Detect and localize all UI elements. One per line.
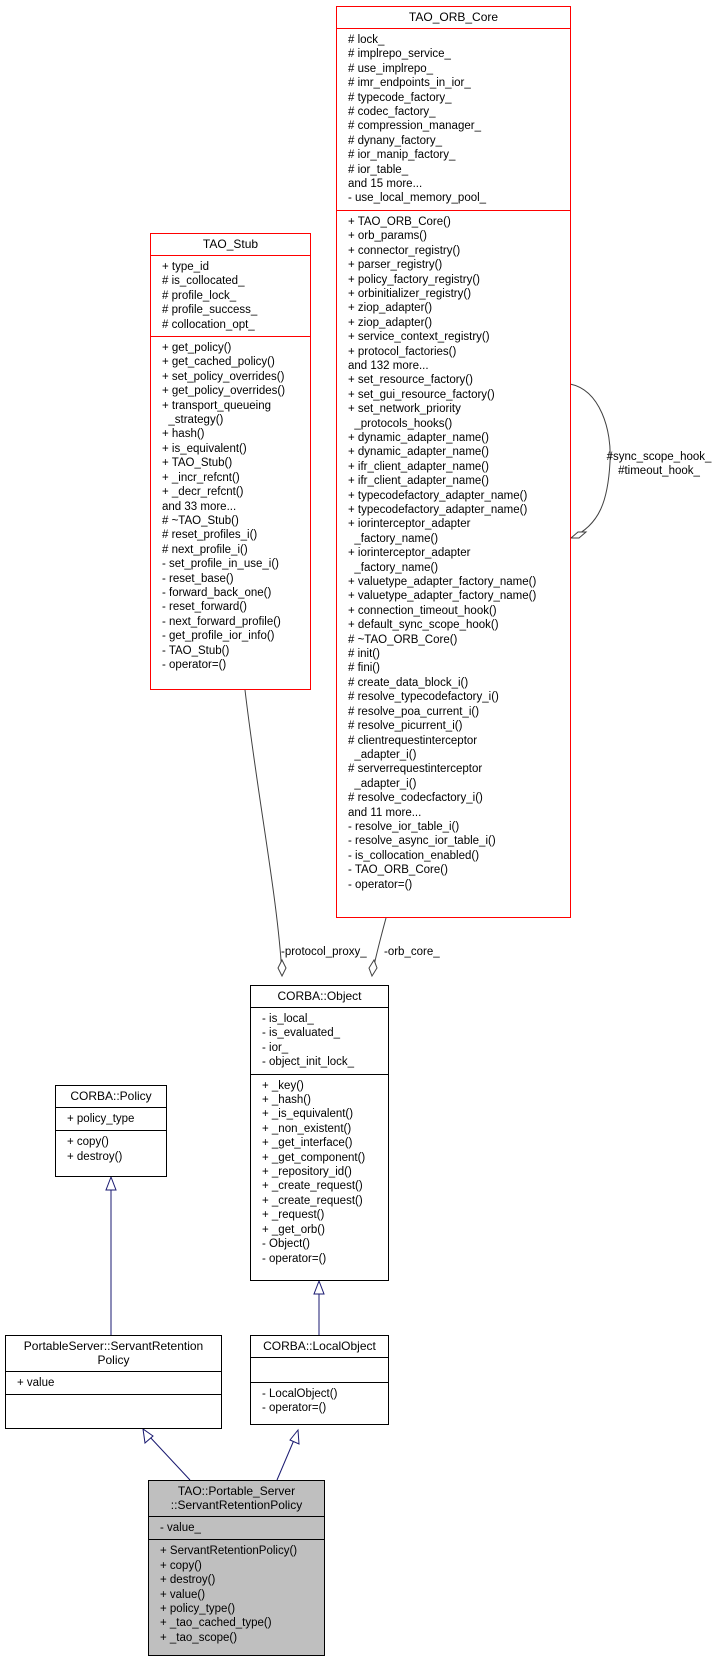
member-item: + get_policy() [162,342,232,355]
class-box-portableserver-servant-retention-policy[interactable] [5,1335,222,1429]
member-item: - resolve_ior_table_i() [348,820,460,833]
member-item: + set_policy_overrides() [162,370,285,383]
member-item: + _is_equivalent() [262,1108,354,1121]
member-item: + iorinterceptor_adapter [348,518,471,531]
member-item: - resolve_async_ior_table_i() [348,835,496,848]
aggregation-diamond-self-loop [571,532,586,538]
class-box-corba-policy[interactable] [55,1085,167,1177]
member-item: + protocol_factories() [348,345,457,358]
edge-label-orb-core: -orb_core_ [384,946,440,958]
member-item: - TAO_Stub() [162,644,230,657]
member-item: # resolve_poa_current_i() [348,705,480,718]
member-item: # fini() [348,662,380,675]
member-item: - operator=() [262,1402,327,1415]
member-item: - is_local_ [262,1013,314,1025]
member-item: # use_implrepo_ [348,62,434,75]
edge-label-timeout-hook: #timeout_hook_ [618,465,700,477]
attributes-section [6,1371,221,1394]
member-item: + _get_orb() [262,1223,325,1236]
member-item: and 11 more... [348,806,422,819]
inheritance-arrow-ps-policy [143,1429,153,1443]
member-item: - reset_forward() [162,601,247,614]
member-item: + orbinitializer_registry() [348,287,472,300]
member-item: + _create_request() [262,1180,363,1193]
inheritance-arrow-object [314,1281,324,1294]
member-item: + is_equivalent() [162,442,247,455]
member-item: + transport_queueing [162,399,272,412]
inheritance-arrow-local-object [290,1430,299,1444]
member-item: # lock_ [348,34,385,46]
member-item: + _tao_cached_type() [160,1617,272,1630]
member-item: _strategy() [162,414,224,427]
member-item: + get_policy_overrides() [162,385,286,398]
class-title-line: TAO::Portable_Server [177,1484,296,1498]
member-item: - is_collocation_enabled() [348,849,480,862]
member-item: + parser_registry() [348,259,443,272]
member-item: + ifr_client_adapter_name() [348,460,489,473]
member-item: + copy() [67,1136,109,1149]
member-item: # ~TAO_Stub() [162,514,239,527]
usage-edge-protocol-proxy [245,690,282,975]
member-item: + ziop_adapter() [348,302,433,315]
member-item: and 15 more... [348,178,423,191]
member-item: - use_local_memory_pool_ [348,192,487,205]
class-title-line: ::ServantRetentionPolicy [170,1498,303,1512]
member-item: - value_ [160,1522,201,1534]
member-item: - get_profile_ior_info() [162,630,275,643]
member-item: # resolve_typecodefactory_i() [348,691,499,704]
attributes-section [56,1107,166,1130]
member-item: + policy_type() [160,1603,236,1616]
member-item: + ziop_adapter() [348,316,433,329]
edge-label-protocol-proxy: -protocol_proxy_ [281,946,367,958]
member-item: + default_sync_scope_hook() [348,619,499,632]
member-item: + _get_component() [262,1151,366,1164]
member-item: - LocalObject() [262,1388,338,1400]
member-item: + policy_factory_registry() [348,273,480,286]
member-item: + service_context_registry() [348,331,490,344]
member-item: # implrepo_service_ [348,48,451,61]
class-title-line: PortableServer::ServantRetention [23,1339,204,1353]
member-item: + _repository_id() [262,1166,352,1179]
member-item: # resolve_picurrent_i() [348,720,463,733]
member-item: + dynamic_adapter_name() [348,446,489,459]
member-item: + _decr_refcnt() [162,486,244,499]
member-item: + value() [160,1588,206,1601]
member-item: + valuetype_adapter_factory_name() [348,590,537,603]
attributes-section [149,1516,324,1539]
member-item: + value [17,1377,55,1389]
member-item: + orb_params() [348,230,427,243]
member-item: - next_forward_profile() [162,615,281,628]
member-item: # create_data_block_i() [348,676,469,689]
member-item: + _request() [262,1209,325,1222]
member-item: # typecode_factory_ [348,91,452,104]
member-item: # codec_factory_ [348,106,436,119]
methods-section [151,336,310,676]
class-title: CORBA::Policy [70,1089,152,1103]
member-item: + _tao_scope() [160,1631,238,1644]
member-item: - ior_ [262,1041,289,1054]
inheritance-edge-ps-policy [149,1436,190,1480]
inheritance-edge-local-object [277,1440,294,1480]
member-item: + _hash() [262,1094,311,1107]
member-item: + policy_type [67,1113,135,1125]
member-item: # init() [348,648,380,661]
member-item: + get_cached_policy() [162,356,275,369]
member-item: + typecodefactory_adapter_name() [348,504,528,516]
member-item: + dynamic_adapter_name() [348,431,489,444]
member-item: _protocols_hooks() [348,417,453,430]
class-title-line: Policy [97,1353,130,1367]
member-item: - TAO_ORB_Core() [348,864,448,877]
class-title: CORBA::LocalObject [263,1339,376,1353]
attributes-section [151,255,310,336]
member-item: and 132 more... [348,359,429,372]
member-item: - Object() [262,1238,310,1251]
methods-section [251,1382,388,1420]
class-box-tao-orb-core[interactable] [336,6,571,918]
member-item: # collocation_opt_ [162,318,255,331]
member-item: # profile_lock_ [162,289,237,302]
member-item: # reset_profiles_i() [162,529,258,542]
class-title [6,1336,221,1371]
class-title: CORBA::Object [277,989,362,1003]
member-item: + ifr_client_adapter_name() [348,475,489,488]
member-item: + TAO_ORB_Core() [348,215,451,228]
aggregation-diamond-orb-core [369,960,377,976]
member-item: + connection_timeout_hook() [348,604,497,617]
member-item: _adapter_i() [348,777,417,790]
edge-label-sync-scope-hook: #sync_scope_hook_ [606,451,712,463]
member-item: # is_collocated_ [162,275,245,288]
attributes-section [337,28,570,210]
member-item: # profile_success_ [162,304,258,317]
class-box-corba-object[interactable] [250,985,389,1281]
member-item: # resolve_codecfactory_i() [348,792,483,805]
member-item: + destroy() [160,1574,216,1587]
aggregation-diamond-protocol-proxy [278,960,286,976]
member-item: # serverrequestinterceptor [348,763,483,776]
member-item: # clientrequestinterceptor [348,734,478,747]
member-item: + valuetype_adapter_factory_name() [348,576,537,589]
member-item: # next_profile_i() [162,543,248,556]
member-item: - operator=() [262,1252,327,1265]
methods-section [6,1394,221,1419]
member-item: + hash() [162,428,205,441]
methods-section [56,1130,166,1168]
member-item: _factory_name() [348,532,439,545]
member-item: - operator=() [348,878,413,891]
inheritance-arrow-policy [106,1177,116,1190]
member-item: - object_init_lock_ [262,1056,355,1069]
member-item: + _non_existent() [262,1122,352,1135]
member-item: + destroy() [67,1150,123,1163]
attributes-section [251,1357,388,1382]
member-item: # imr_endpoints_in_ior_ [348,77,471,90]
attributes-section [251,1007,388,1074]
methods-section [251,1074,388,1270]
member-item: - is_evaluated_ [262,1027,340,1040]
member-item: + copy() [160,1559,202,1572]
methods-section [337,210,570,896]
member-item: - reset_base() [162,572,234,585]
member-item: + _key() [262,1079,304,1092]
member-item: + type_id [162,261,209,273]
member-item: _adapter_i() [348,748,417,761]
member-item: - set_profile_in_use_i() [162,558,279,571]
member-item: + set_network_priority [348,403,461,416]
member-item: # dynany_factory_ [348,134,442,147]
member-item: # ~TAO_ORB_Core() [348,633,458,646]
class-title: TAO_Stub [202,237,259,251]
member-item: + connector_registry() [348,244,461,257]
member-item: - forward_back_one() [162,586,272,599]
class-box-tao-servant-retention-policy[interactable] [148,1480,325,1656]
member-item: + _create_request() [262,1194,363,1207]
member-item: + iorinterceptor_adapter [348,547,471,560]
member-item: # ior_manip_factory_ [348,149,456,162]
member-item: + ServantRetentionPolicy() [160,1545,298,1558]
member-item: + set_resource_factory() [348,374,473,387]
member-item: # compression_manager_ [348,120,481,133]
member-item: _factory_name() [348,561,439,574]
member-item: and 33 more... [162,500,237,513]
member-item: + set_gui_resource_factory() [348,388,495,401]
class-box-corba-local-object[interactable] [250,1335,389,1425]
member-item: + TAO_Stub() [162,457,233,470]
member-item: + _get_interface() [262,1137,353,1150]
class-title [149,1481,324,1516]
class-box-tao-stub[interactable] [150,233,311,690]
member-item: + typecodefactory_adapter_name() [348,489,528,502]
class-title: TAO_ORB_Core [408,10,499,24]
methods-section [149,1539,324,1649]
member-item: - operator=() [162,658,227,671]
member-item: # ior_table_ [348,163,409,176]
edge-label-self-loop [598,450,720,478]
member-item: + _incr_refcnt() [162,471,240,484]
